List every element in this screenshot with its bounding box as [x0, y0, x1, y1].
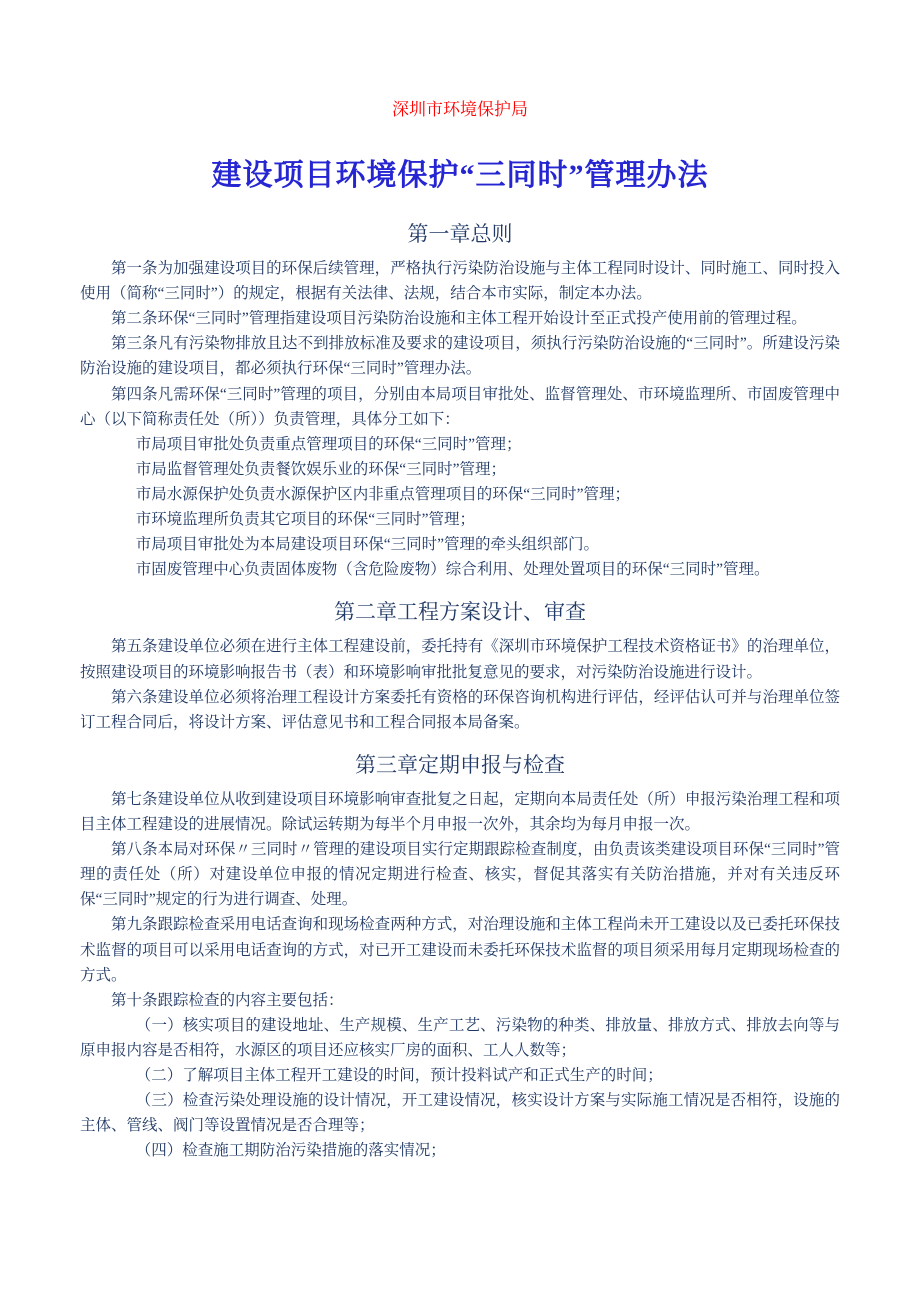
document-title: 建设项目环境保护“三同时”管理办法: [211, 159, 709, 192]
paragraph: 市固废管理中心负责固体废物（含危险废物）综合利用、处理处置项目的环保“三同时”管理。: [135, 561, 770, 579]
paragraph: 第十条跟踪检查的内容主要包括：: [111, 991, 344, 1009]
paragraph: （二）了解项目主体工程开工建设的时间，预计投料试产和正式生产的时间；: [135, 1067, 663, 1085]
paragraph: 第九条跟踪检查采用电话查询和现场检查两种方式，对治理设施和主体工程尚未开工建设以及已委托环保技术监督的项目可以采用电话查询的方式，对已开工建设而未委托环保技术监督的项目须采用每月定期现场检查的方式。: [80, 916, 840, 984]
paragraph: 第八条本局对环保〃三同时〃管理的建设项目实行定期跟踪检查制度，由负责该类建设项目环保“三同时”管理的责任处（所）对建设单位申报的情况定期进行检查、核实，督促其落实有关防治措施，并对有关违反环保“三同时”规定的行为进行调查、处理。: [80, 841, 840, 909]
chapter-heading: 第三章定期申报与检查: [355, 752, 565, 777]
paragraph: （四）检查施工期防治污染措施的落实情况；: [135, 1142, 446, 1160]
paragraph: 第四条凡需环保“三同时”管理的项目，分别由本局项目审批处、监督管理处、市环境监理所、市固废管理中心（以下简称责任处（所））负责管理，具体分工如下：: [80, 385, 840, 428]
paragraph: 第二条环保“三同时”管理指建设项目污染防治设施和主体工程开始设计至正式投产使用前的管理过程。: [111, 310, 807, 328]
chapter-heading: 第一章总则: [407, 222, 513, 246]
document-body: [80, 218, 840, 1164]
paragraph: （三）检查污染处理设施的设计情况，开工建设情况，核实设计方案与实际施工情况是否相符，设施的主体、管线、阀门等设置情况是否合理等；: [80, 1092, 840, 1135]
paragraph: 第五条建设单位必须在进行主体工程建设前，委托持有《深圳市环境保护工程技术资格证书》的治理单位，按照建设项目的环境影响报告书（表）和环境影响审批批复意见的要求，对污染防治设施进行设计。: [80, 638, 840, 681]
chapter-heading: 第二章工程方案设计、审查: [334, 600, 586, 625]
paragraph: 第七条建设单位从收到建设项目环境影响审查批复之日起，定期向本局责任处（所）申报污染治理工程和项目主体工程建设的进展情况。除试运转期为每半个月申报一次外，其余均为每月申报一次。: [80, 790, 840, 833]
paragraph: 市局项目审批处负责重点管理项目的环保“三同时”管理；: [135, 435, 522, 453]
paragraph: （一）核实项目的建设地址、生产规模、生产工艺、污染物的种类、排放量、排放方式、排放去向等与原申报内容是否相符，水源区的项目还应核实厂房的面积、工人人数等；: [80, 1016, 840, 1059]
paragraph: 市局监督管理处负责餐饮娱乐业的环保“三同时”管理；: [135, 460, 507, 478]
paragraph: 第六条建设单位必须将治理工程设计方案委托有资格的环保咨询机构进行评估，经评估认可并与治理单位签订工程合同后，将设计方案、评估意见书和工程合同报本局备案。: [80, 688, 840, 731]
paragraph: 市局项目审批处为本局建设项目环保“三同时”管理的牵头组织部门。: [135, 536, 600, 554]
paragraph: 市环境监理所负责其它项目的环保“三同时”管理；: [135, 511, 476, 529]
paragraph: 第三条凡有污染物排放且达不到排放标准及要求的建设项目，须执行污染防治设施的“三同时”。所建设污染防治设施的建设项目，都必须执行环保“三同时”管理办法。: [80, 335, 840, 378]
paragraph: 第一条为加强建设项目的环保后续管理，严格执行污染防治设施与主体工程同时设计、同时施工、同时投入使用（简称“三同时”）的规定，根据有关法律、法规，结合本市实际，制定本办法。: [80, 260, 840, 303]
paragraph: 市局水源保护处负责水源保护区内非重点管理项目的环保“三同时”管理；: [135, 485, 631, 503]
agency-header: 深圳市环境保护局: [392, 100, 528, 119]
